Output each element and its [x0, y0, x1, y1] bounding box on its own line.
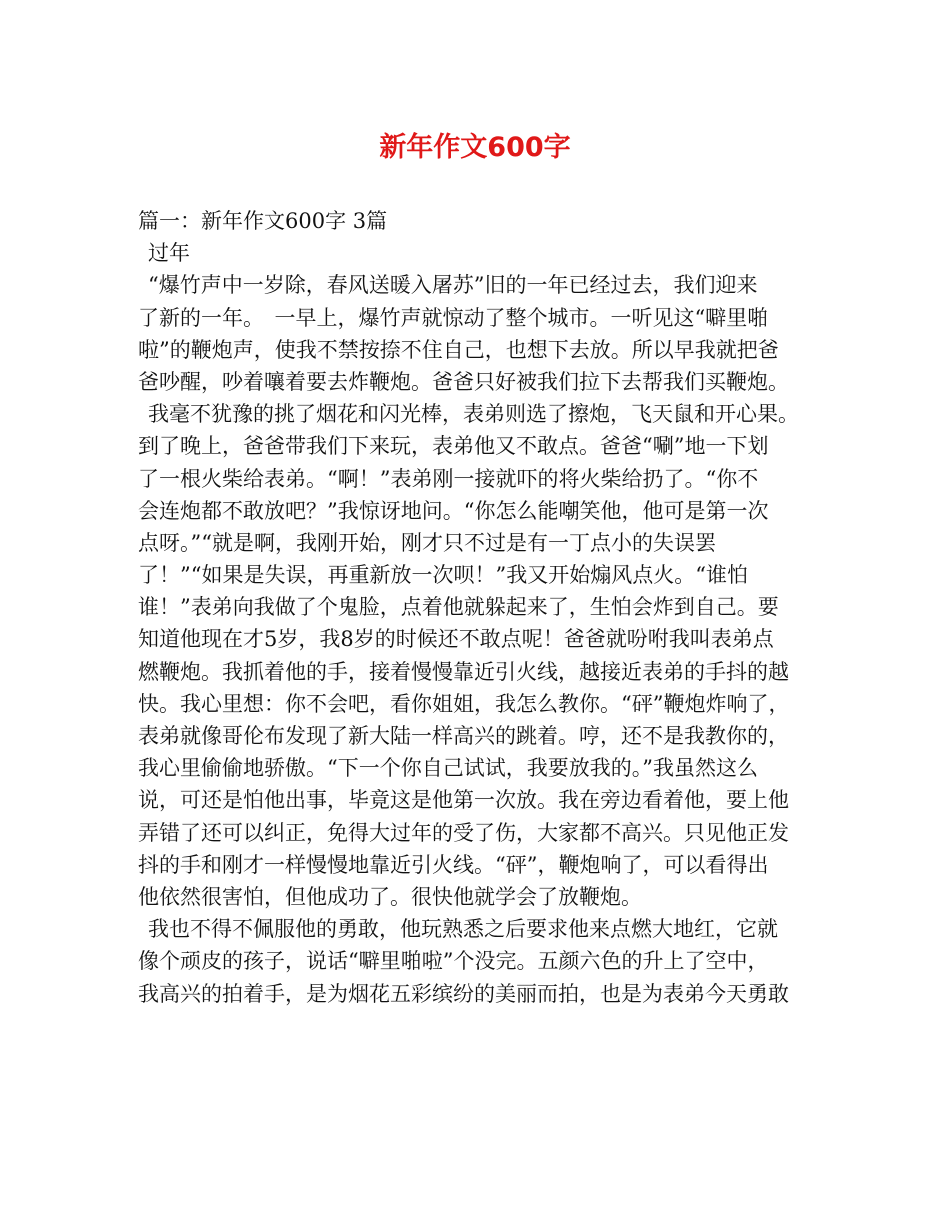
text-line: 表弟就像哥伦布发现了新大陆一样高兴的跳着。哼，还不是我教你的，	[138, 724, 789, 748]
text-line: 我心里偷偷地骄傲。“下一个你自己试试，我要放我的。”我虽然这么	[138, 756, 758, 781]
text-line: 弄错了还可以纠正，免得大过年的受了伤，大家都不高兴。只见他正发	[138, 820, 789, 845]
text-line: 爸吵醒，吵着嚷着要去炸鞭炮。爸爸只好被我们拉下去帮我们买鞭炮。	[138, 369, 789, 394]
text-line: 他依然很害怕，但他成功了。很快他就学会了放鞭炮。	[138, 884, 642, 909]
text-line: 了！”“如果是失误，再重新放一次呗！”我又开始煽风点火。“谁怕	[138, 563, 748, 588]
text-line: 我高兴的拍着手，是为烟花五彩缤纷的美丽而拍，也是为表弟今天勇敢	[138, 981, 789, 1006]
document-title: 新年作文600字	[379, 132, 571, 163]
text-line: 啦”的鞭炮声，使我不禁按捺不住自己，也想下去放。所以早我就把爸	[138, 337, 779, 362]
text-line: 快。我心里想：你不会吧，看你姐姐，我怎么教你。“砰”鞭炮炸响了，	[138, 691, 790, 716]
text-line: 了新的一年。 一早上，爆竹声就惊动了整个城市。一听见这“噼里啪	[138, 305, 769, 330]
text-line: 抖的手和刚才一样慢慢地靠近引火线。“砰”，鞭炮响了，可以看得出	[138, 852, 769, 877]
text-line: 会连炮都不敢放吧？”我惊讶地问。“你怎么能嘲笑他，他可是第一次	[138, 498, 769, 523]
text-line: 我也不得不佩服他的勇敢，他玩熟悉之后要求他来点燃大地红，它就	[148, 917, 778, 942]
document-body	[138, 205, 828, 1010]
text-line: 说，可还是怕他出事，毕竟这是他第一次放。我在旁边看着他，要上他	[138, 788, 789, 813]
text-line: 知道他现在才5岁，我8岁的时候还不敢点呢！爸爸就吩咐我叫表弟点	[138, 627, 774, 652]
text-line: 到了晚上，爸爸带我们下来玩，表弟他又不敢点。爸爸“唰”地一下划	[138, 434, 769, 459]
text-line: 了一根火柴给表弟。“啊！”表弟刚一接就吓的将火柴给扔了。“你不	[138, 466, 759, 491]
section-heading: 篇一：新年作文600字 3篇	[138, 209, 388, 233]
subheading: 过年	[148, 241, 190, 266]
text-line: “爆竹声中一岁除，春风送暖入屠苏”旧的一年已经过去，我们迎来	[148, 273, 758, 298]
text-line: 我毫不犹豫的挑了烟花和闪光棒，表弟则选了擦炮，飞天鼠和开心果。	[148, 402, 799, 427]
text-line: 燃鞭炮。我抓着他的手，接着慢慢靠近引火线，越接近表弟的手抖的越	[138, 659, 789, 684]
text-line: 谁！”表弟向我做了个鬼脸，点着他就躲起来了，生怕会炸到自己。要	[138, 595, 779, 620]
text-line: 点呀。”“就是啊，我刚开始，刚才只不过是有一丁点小的失误罢	[138, 530, 716, 555]
text-line: 像个顽皮的孩子，说话“噼里啪啦”个没完。五颜六色的升上了空中，	[138, 949, 769, 974]
